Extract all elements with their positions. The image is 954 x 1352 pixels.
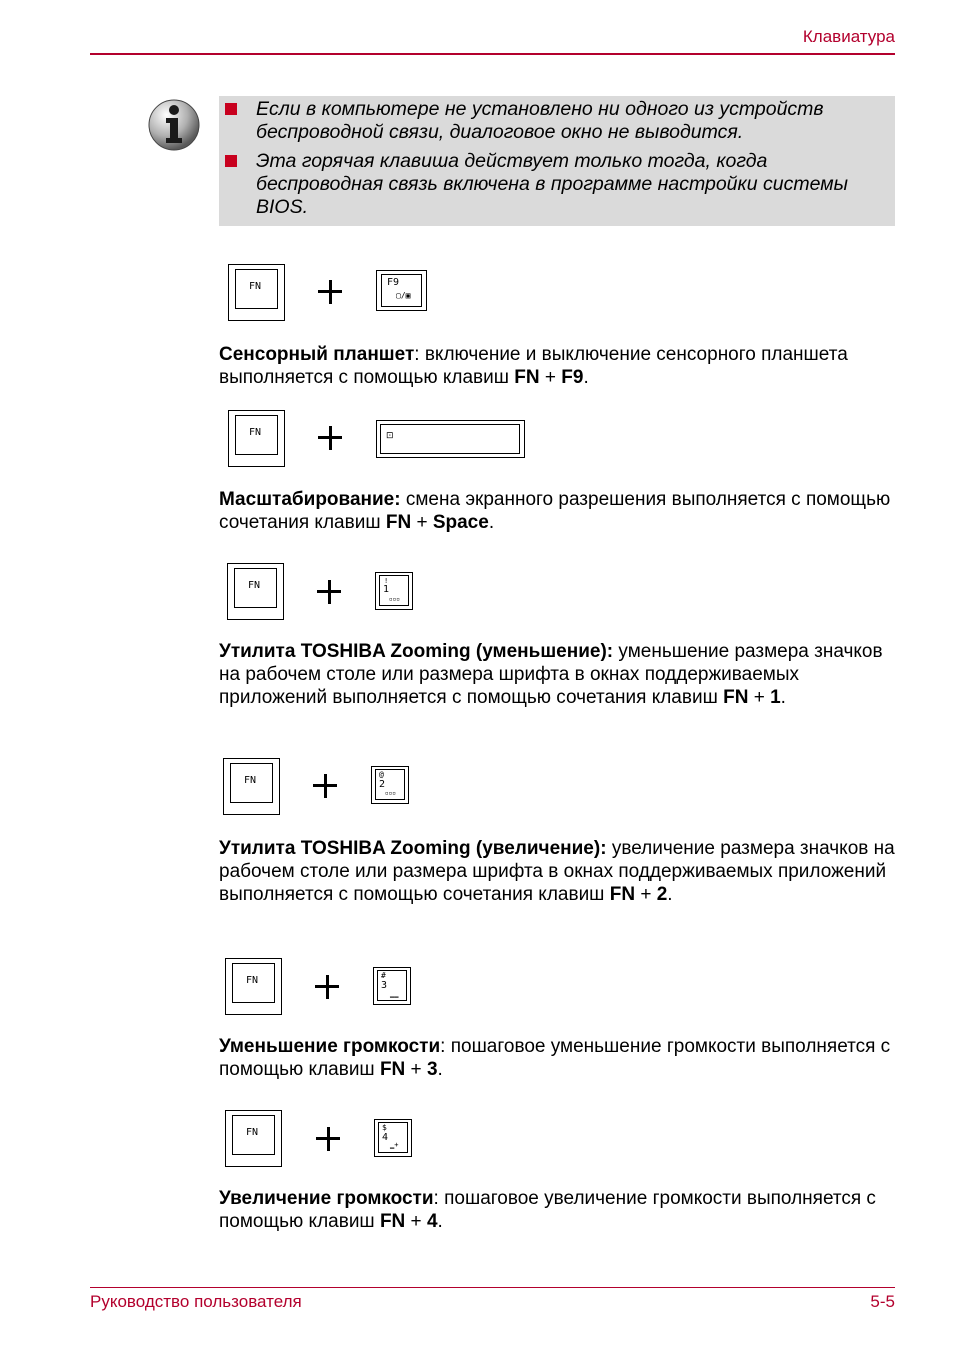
note-box [219, 96, 895, 226]
key-3: # 3 ▁▁ [373, 967, 411, 1005]
fn-key: FN [228, 264, 285, 321]
note-item: Эта горячая клавиша действует только тогда, когда беспроводная связь включена в программе настройки системы BIOS. [256, 150, 848, 218]
key-1: ! 1 ▫▫▫ [375, 572, 413, 610]
section-volume-down: Уменьшение громкости: пошаговое уменьшение громкости выполняется с помощью клавиш FN + 3. [219, 1036, 891, 1080]
info-icon [146, 97, 202, 153]
plus-icon [315, 975, 339, 999]
plus-icon [318, 280, 342, 304]
volume-up-icon: ▁+ [390, 1141, 399, 1149]
page-number: 5-5 [870, 1292, 895, 1311]
header-title: Клавиатура [802, 27, 895, 46]
section-volume-up: Увеличение громкости: пошаговое увеличение громкости выполняется с помощью клавиш FN + 4. [219, 1188, 876, 1232]
touchpad-icon: ▢/▣ [396, 291, 411, 300]
plus-icon [318, 426, 342, 450]
bullet-icon [225, 155, 237, 167]
plus-icon [313, 774, 337, 798]
fn-key: FN [228, 410, 285, 467]
fn-key: FN [227, 563, 284, 620]
bullet-icon [225, 103, 237, 115]
zoom-out-icon: ▫▫▫ [389, 596, 400, 603]
fn-key: FN [225, 1110, 282, 1167]
zoom-icon: ⊡ [386, 430, 394, 440]
f9-key: F9 ▢/▣ [376, 270, 427, 311]
header-rule [90, 53, 895, 55]
fn-key: FN [223, 758, 280, 815]
key-4: $ 4 ▁+ [374, 1119, 412, 1157]
zoom-in-icon: ▫▫▫ [385, 790, 396, 797]
note-item: Если в компьютере не установлено ни одного из устройств беспроводной связи, диалоговое окно не выводится. [256, 98, 824, 143]
key-2: @ 2 ▫▫▫ [371, 766, 409, 804]
plus-icon [317, 580, 341, 604]
volume-down-icon: ▁▁ [390, 990, 399, 998]
section-touchpad: Сенсорный планшет: включение и выключение сенсорного планшета выполняется с помощью клавиш FN + F9. [219, 344, 848, 388]
section-zoom-out: Утилита TOSHIBA Zooming (уменьшение): уменьшение размера значков на рабочем столе или размера шрифта в окнах поддерживаемых приложений выполняется с помощью сочетания клавиш FN + 1. [219, 641, 883, 708]
footer-title: Руководство пользователя [90, 1292, 302, 1311]
section-zoom-in: Утилита TOSHIBA Zooming (увеличение): увеличение размера значков на рабочем столе или размера шрифта в окнах поддерживаемых приложений выполняется с помощью сочетания клавиш FN + 2. [219, 838, 895, 905]
section-zoom: Масштабирование: смена экранного разрешения выполняется с помощью сочетания клавиш FN + Space. [219, 489, 891, 533]
fn-key: FN [225, 958, 282, 1015]
footer-rule [90, 1287, 895, 1288]
space-key [376, 420, 525, 458]
plus-icon [316, 1127, 340, 1151]
